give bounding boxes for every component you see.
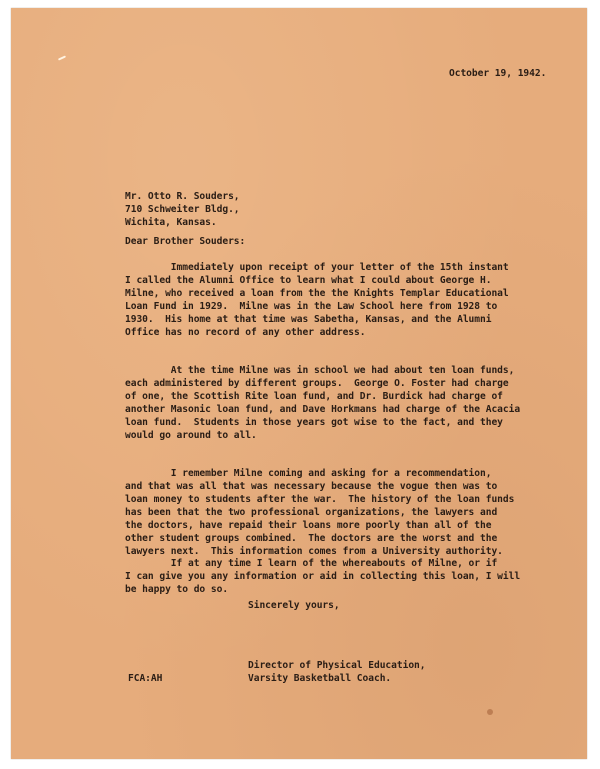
body-paragraph — [125, 364, 520, 442]
body-paragraph — [125, 467, 514, 558]
text-line: has been that the two professional organizations, the lawyers and — [125, 507, 498, 518]
text-line: At the time Milne was in school we had about ten loan funds, — [125, 365, 515, 376]
recipient-name: Mr. Otto R. Souders, — [125, 191, 240, 202]
body-paragraph — [125, 557, 520, 596]
recipient-address — [125, 190, 240, 229]
text-line: I called the Alumni Office to learn what I could about George H. — [125, 275, 492, 286]
body-paragraph — [125, 261, 509, 339]
text-line: and that was all that was necessary because the vogue then was to — [125, 481, 498, 492]
text-line: each administered by different groups. George O. Foster had charge — [125, 378, 509, 389]
signature-block — [248, 659, 426, 685]
text-line: loan fund. Students in those years got wise to the fact, and they — [125, 417, 503, 428]
text-line: the doctors, have repaid their loans more poorly than all of the — [125, 520, 492, 531]
text-line: would go around to all. — [125, 430, 257, 441]
text-line: Loan Fund in 1929. Milne was in the Law School here from 1928 to — [125, 301, 498, 312]
paper-stain — [487, 709, 493, 715]
closing: Sincerely yours, — [248, 600, 340, 611]
text-line: If at any time I learn of the whereabouts of Milne, or if — [125, 558, 498, 569]
text-line: other student groups combined. The doctors are the worst and the — [125, 533, 498, 544]
text-line: of one, the Scottish Rite loan fund, and Dr. Burdick had charge of — [125, 391, 503, 402]
text-line: be happy to do so. — [125, 584, 229, 595]
typist-initials: FCA:AH — [128, 673, 163, 684]
text-line: I can give you any information or aid in collecting this loan, I will — [125, 571, 521, 582]
salutation: Dear Brother Souders: — [125, 236, 246, 247]
letter-date: October 19, 1942. — [449, 68, 547, 79]
recipient-street: 710 Schweiter Bldg., — [125, 204, 240, 215]
signer-title: Director of Physical Education, — [248, 660, 426, 671]
text-line: another Masonic loan fund, and Dave Horkmans had charge of the Acacia — [125, 404, 521, 415]
text-line: 1930. His home at that time was Sabetha, Kansas, and the Alumni — [125, 314, 492, 325]
text-line: Office has no record of any other address. — [125, 327, 366, 338]
text-line: Milne, who received a loan from the the Knights Templar Educational — [125, 288, 509, 299]
text-line: I remember Milne coming and asking for a recommendation, — [125, 468, 492, 479]
recipient-city: Wichita, Kansas. — [125, 217, 217, 228]
text-line: loan money to students after the war. The history of the loan funds — [125, 494, 515, 505]
signer-title: Varsity Basketball Coach. — [248, 673, 392, 684]
text-line: lawyers next. This information comes from a University authority. — [125, 546, 503, 557]
text-line: Immediately upon receipt of your letter of the 15th instant — [125, 262, 509, 273]
